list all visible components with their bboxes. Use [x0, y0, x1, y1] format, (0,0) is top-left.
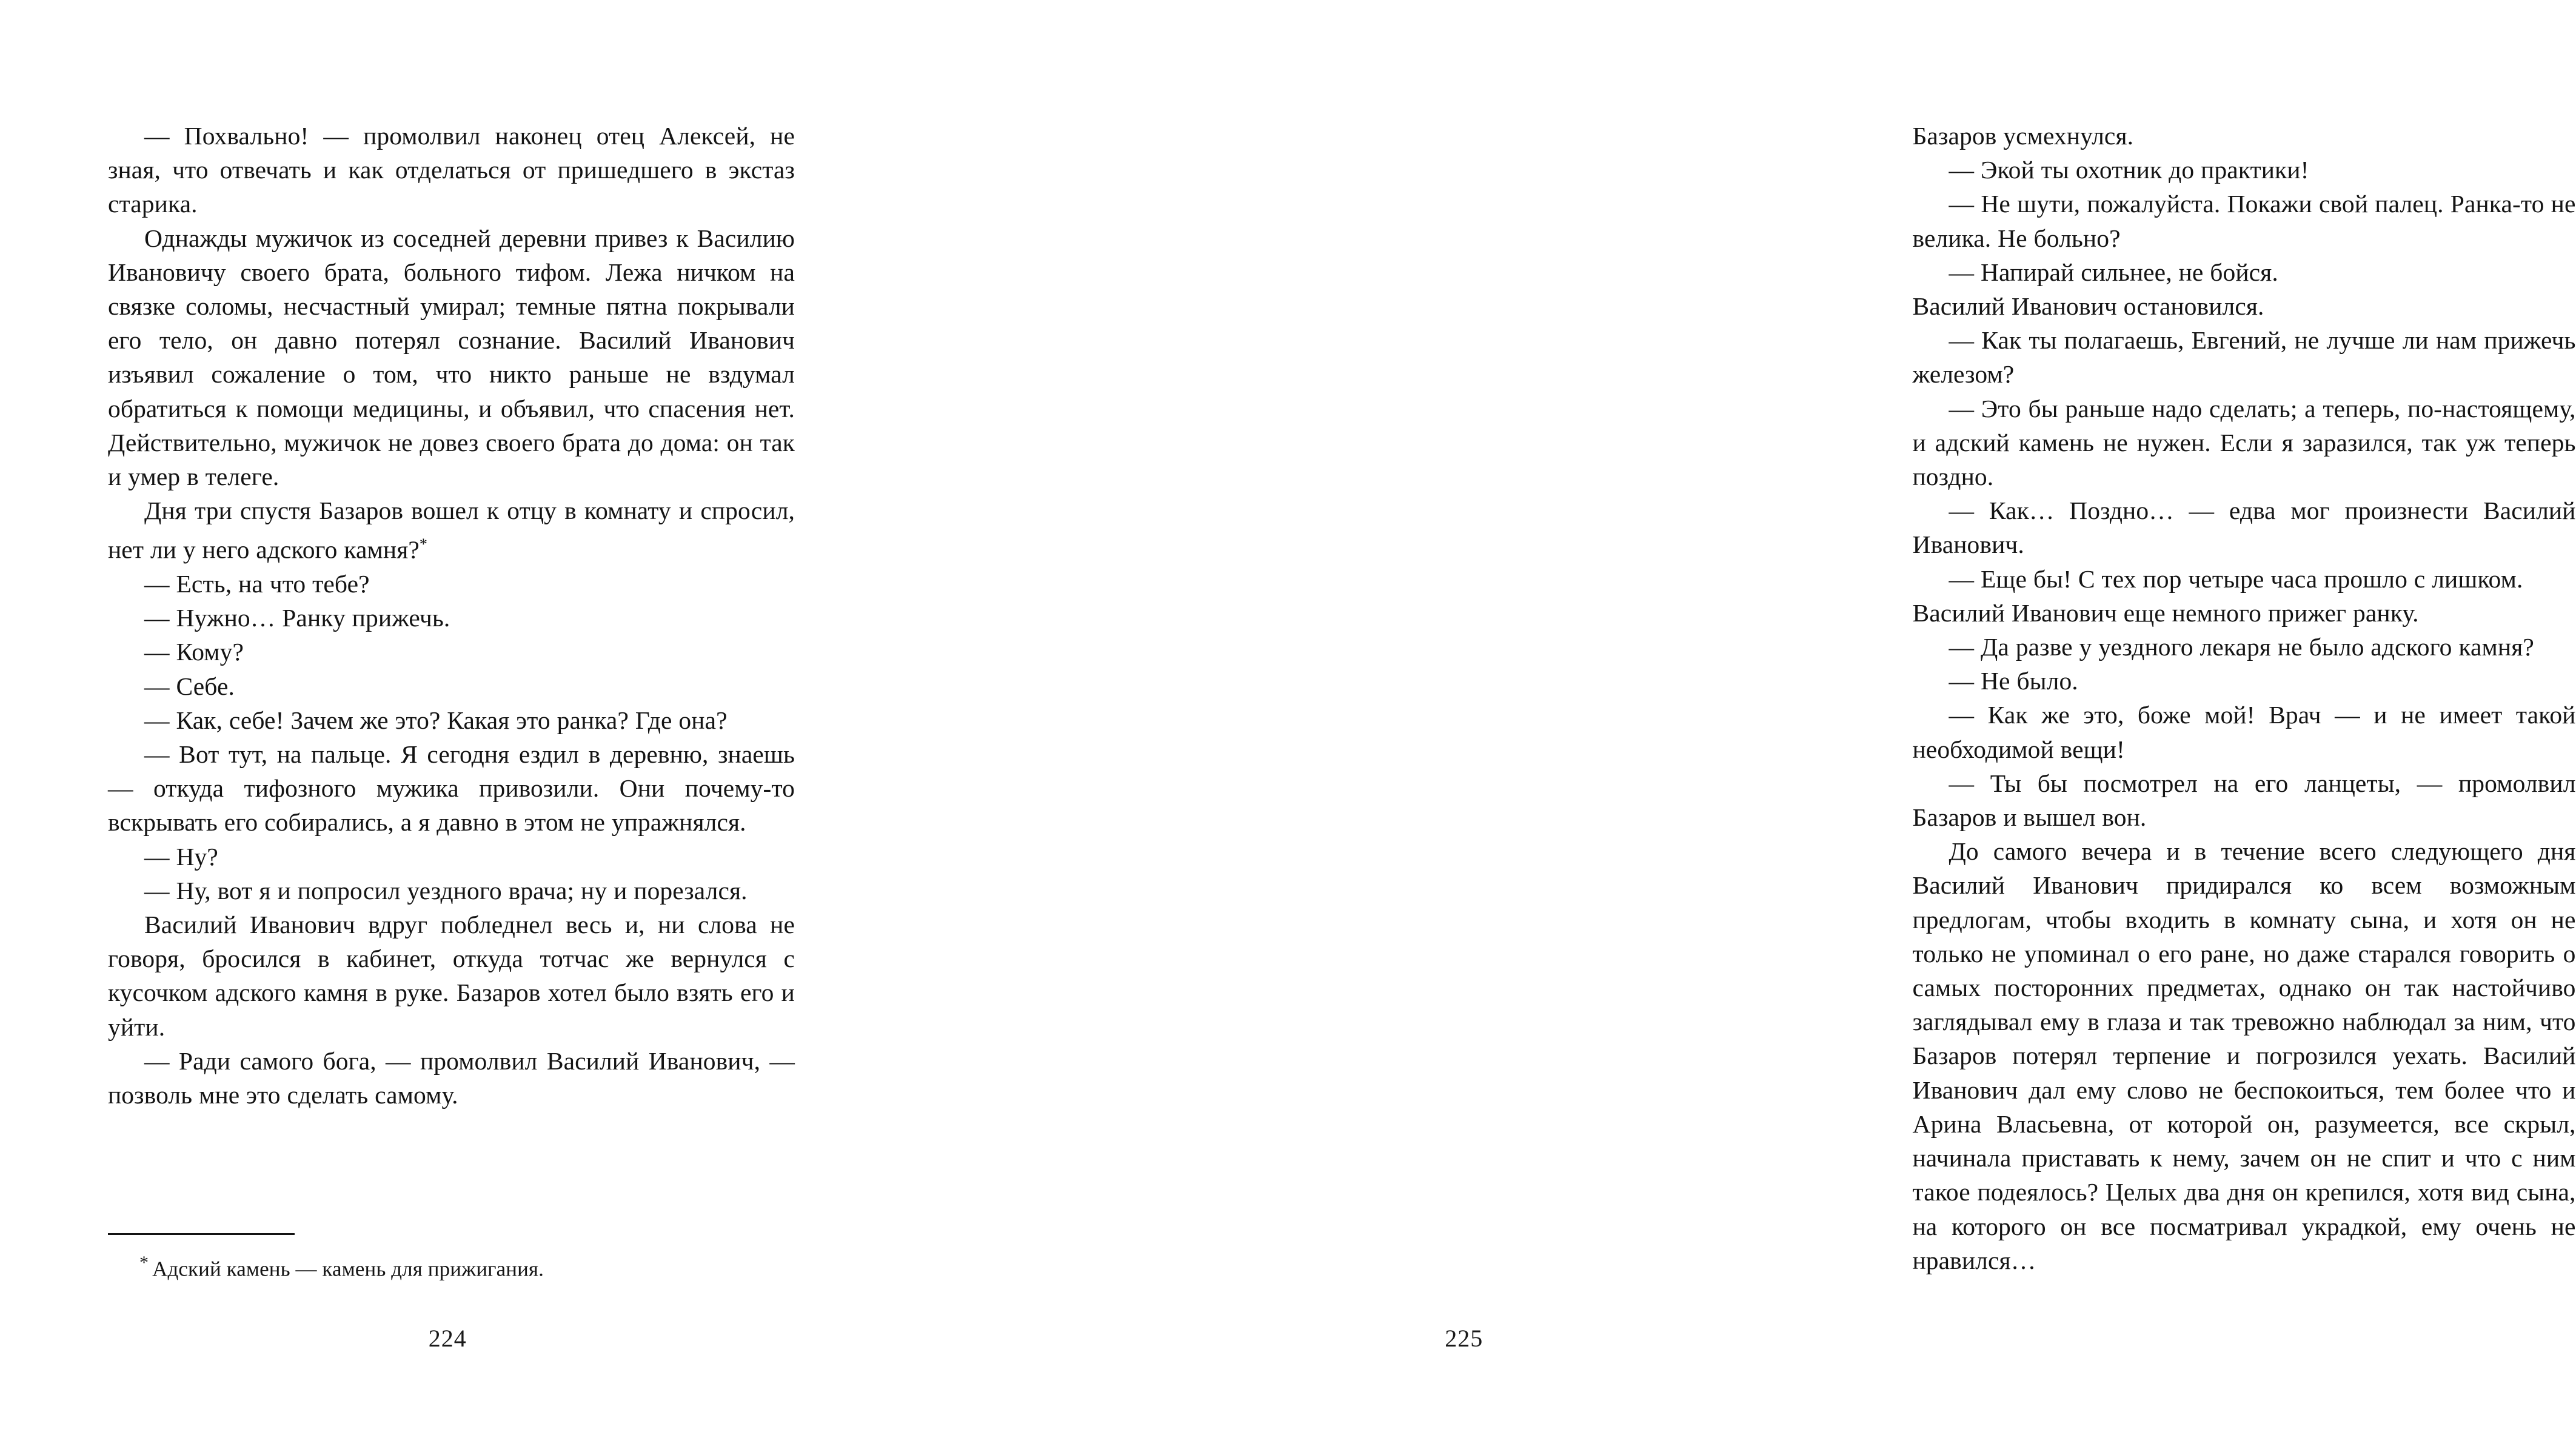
paragraph: — Это бы раньше надо сделать; а теперь, по-настоящему, и адский камень не нужен. Если я заразился, так уж теперь поздно.: [1912, 394, 2576, 491]
footnote-block: [108, 1233, 795, 1284]
paragraph: — Как, себе! Зачем же это? Какая это ранка? Где она?: [144, 706, 728, 734]
paragraph: — Похвально! — промолвил наконец отец Алексей, не зная, что отвечать и как отделаться от пришедшего в экстаз старика.: [108, 122, 795, 218]
paragraph: — Ты бы посмотрел на его ланцеты, — промолвил Базаров и вышел вон.: [1912, 769, 2576, 832]
footnote-text: [108, 1248, 795, 1284]
paragraph-with-footnote-ref: [108, 494, 795, 567]
paragraph: — Да разве у уездного лекаря не было адского камня?: [1949, 633, 2534, 661]
paragraph: — Ну, вот я и попросил уездного врача; ну и порезался.: [144, 876, 748, 905]
paragraph: — Напирай сильнее, не бойся.: [1949, 258, 2278, 286]
paragraph: — Как ты полагаешь, Евгений, не лучше ли нам прижечь железом?: [1912, 326, 2576, 389]
paragraph: — Ну?: [144, 842, 218, 871]
paragraph: Базаров усмехнулся.: [1912, 122, 2134, 150]
paragraph: — Ради самого бога, — промолвил Василий Иванович, — позволь мне это сделать самому.: [108, 1046, 795, 1109]
right-page-textblock: [1913, 119, 2576, 1277]
page-number-right: 225: [1445, 1325, 1484, 1352]
footnote-reference-marker[interactable]: *: [419, 535, 427, 554]
paragraph: Василий Иванович еще немного прижег ранку.: [1912, 598, 2419, 627]
paragraph: — Как… Поздно… — едва мог произнести Василий Иванович.: [1912, 497, 2576, 559]
paragraph: Однажды мужичок из соседней деревни привез к Василию Ивановичу своего брата, больного тифом. Лежа ничком на связке соломы, несчастный умирал; темные пятна покрывали его тело, он давно потерял сознание. Василий Иванович изъявил сожаление о том, что никто раньше не вздумал обратиться к помощи медицины, и объявил, что спасения нет. Действительно, мужичок не довез своего брата до дома: он так и умер в телеге.: [108, 224, 795, 491]
footnote-separator-rule: [108, 1233, 295, 1235]
paragraph: — Нужно… Ранку прижечь.: [144, 604, 450, 632]
left-page-textblock: [108, 119, 795, 1112]
paragraph: — Есть, на что тебе?: [144, 569, 370, 598]
footnote-marker: *: [139, 1253, 149, 1273]
paragraph: — Не шути, пожалуйста. Покажи свой палец. Ранка-то не велика. Не больно?: [1912, 190, 2576, 252]
paragraph: — Вот тут, на пальце. Я сегодня ездил в деревню, знаешь — откуда тифозного мужика привозили. Они почему-то вскрывать его собирались, а я давно в этом не упражнялся.: [108, 740, 795, 837]
paragraph: — Не было.: [1949, 667, 2078, 695]
paragraph: — Экой ты охотник до практики!: [1949, 156, 2309, 184]
footnote-body: Адский камень — камень для прижигания.: [152, 1257, 544, 1281]
page-number-left: 224: [428, 1325, 467, 1352]
paragraph: Василий Иванович вдруг побледнел весь и, ни слова не говоря, бросился в кабинет, откуда тотчас же вернулся с кусочком адского камня в руке. Базаров хотел было взять его и уйти.: [108, 910, 795, 1041]
page-left: [0, 0, 895, 1432]
paragraph: — Себе.: [144, 672, 235, 700]
page-right: [895, 0, 2576, 1432]
paragraph: — Кому?: [144, 638, 244, 666]
paragraph: — Как же это, боже мой! Врач — и не имеет такой необходимой вещи!: [1912, 701, 2576, 763]
paragraph: — Еще бы! С тех пор четыре часа прошло с лишком.: [1949, 564, 2523, 593]
paragraph: Василий Иванович остановился.: [1912, 292, 2264, 321]
paragraph-text: Дня три спустя Базаров вошел к отцу в комнату и спросил, нет ли у него адского камня?: [108, 497, 795, 564]
paragraph: До самого вечера и в течение всего следующего дня Василий Иванович придирался ко всем возможным предлогам, чтобы входить в комнату сына, и хотя он не только не упоминал о его ране, но даже старался говорить о самых посторонних предметах, однако он так настойчиво заглядывал ему в глаза и так тревожно наблюдал за ним, что Базаров потерял терпение и погрозился уехать. Василий Иванович дал ему слово не беспокоиться, тем более что и Арина Власьевна, от которой он, разумеется, все скрыл, начинала приставать к нему, зачем он не спит и что с ним такое подеялось? Целых два дня он крепился, хотя вид сына, на которого он все посматривал украдкой, ему очень не нравился…: [1912, 837, 2576, 1274]
